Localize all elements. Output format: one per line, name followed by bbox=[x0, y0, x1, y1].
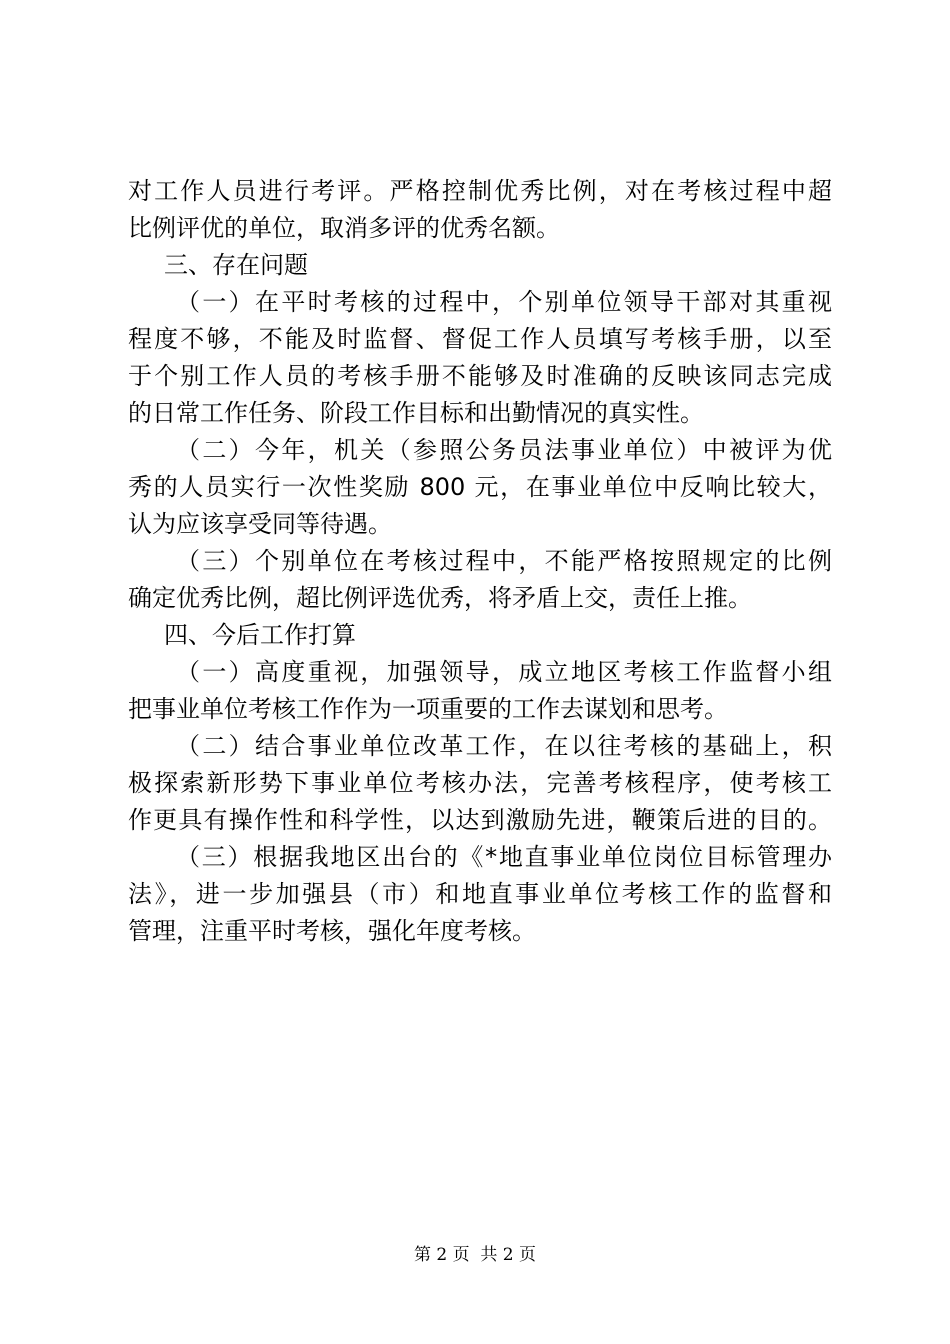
text-line: 确定优秀比例，超比例评选优秀，将矛盾上交，责任上推。 bbox=[128, 584, 752, 612]
text-line: 程度不够，不能及时监督、督促工作人员填写考核手册，以至 bbox=[128, 325, 832, 353]
text-line: （一）高度重视，加强领导，成立地区考核工作监督小组 bbox=[176, 658, 832, 686]
section-heading: 四、今后工作打算 bbox=[164, 621, 356, 649]
text-line: 的日常工作任务、阶段工作目标和出勤情况的真实性。 bbox=[128, 399, 704, 427]
text-line: （三）根据我地区出台的《*地直事业单位岗位目标管理办 bbox=[176, 843, 832, 871]
text-line: 秀的人员实行一次性奖励 800 元，在事业单位中反响比较大， bbox=[128, 473, 832, 501]
text-line: 管理，注重平时考核，强化年度考核。 bbox=[128, 917, 536, 945]
document-body bbox=[128, 173, 832, 950]
text-line: 比例评优的单位，取消多评的优秀名额。 bbox=[128, 214, 560, 242]
text-line: 极探索新形势下事业单位考核办法，完善考核程序，使考核工 bbox=[128, 769, 832, 797]
text-line: （三）个别单位在考核过程中，不能严格按照规定的比例 bbox=[176, 547, 832, 575]
text-line: 认为应该享受同等待遇。 bbox=[128, 510, 392, 538]
text-line: 把事业单位考核工作作为一项重要的工作去谋划和思考。 bbox=[128, 695, 728, 723]
text-line: 作更具有操作性和科学性，以达到激励先进，鞭策后进的目的。 bbox=[128, 806, 832, 834]
section-heading: 三、存在问题 bbox=[164, 251, 308, 279]
text-line: 于个别工作人员的考核手册不能够及时准确的反映该同志完成 bbox=[128, 362, 832, 390]
text-line: （一）在平时考核的过程中，个别单位领导干部对其重视 bbox=[176, 288, 832, 316]
page-footer bbox=[0, 1244, 950, 1266]
page-number: 第 2 页 共 2 页 bbox=[413, 1245, 537, 1265]
text-line: （二）今年，机关（参照公务员法事业单位）中被评为优 bbox=[176, 436, 832, 464]
text-line: 法》，进一步加强县（市）和地直事业单位考核工作的监督和 bbox=[128, 880, 832, 908]
text-line: 对工作人员进行考评。严格控制优秀比例，对在考核过程中超 bbox=[128, 177, 832, 205]
text-line: （二）结合事业单位改革工作，在以往考核的基础上，积 bbox=[176, 732, 832, 760]
